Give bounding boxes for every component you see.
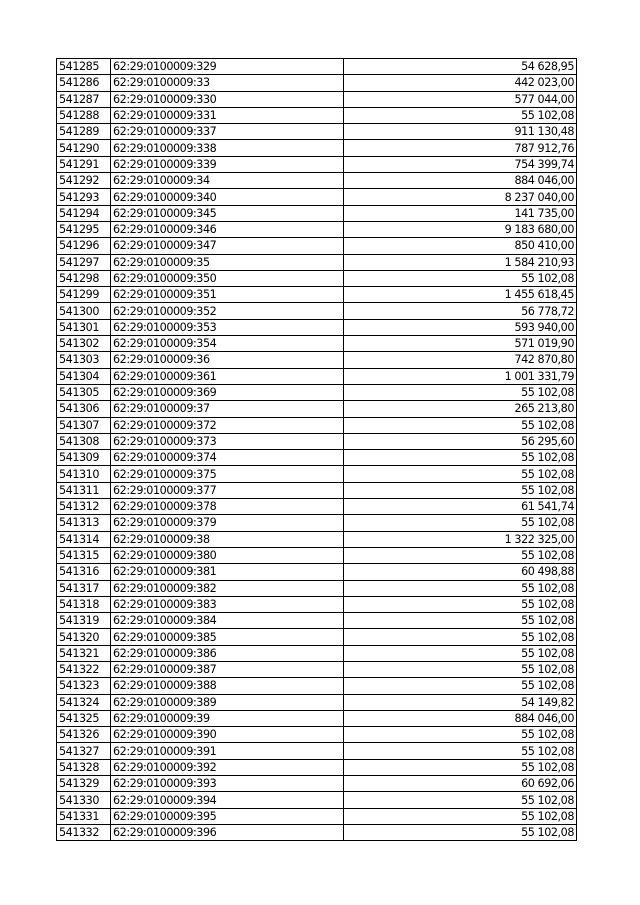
table-row bbox=[57, 156, 577, 172]
cadastral-value-cell: 55 102,08 bbox=[344, 466, 577, 482]
cadastral-number-cell: 62:29:0100009:347 bbox=[111, 238, 344, 254]
row-id-cell: 541290 bbox=[57, 140, 111, 156]
cadastral-number-cell: 62:29:0100009:377 bbox=[111, 482, 344, 498]
table-row bbox=[57, 727, 577, 743]
cadastral-value-cell: 55 102,08 bbox=[344, 661, 577, 677]
table-row bbox=[57, 319, 577, 335]
cadastral-number-cell: 62:29:0100009:390 bbox=[111, 727, 344, 743]
cadastral-value-cell: 571 019,90 bbox=[344, 336, 577, 352]
cadastral-number-cell: 62:29:0100009:338 bbox=[111, 140, 344, 156]
row-id-cell: 541299 bbox=[57, 287, 111, 303]
cadastral-number-cell: 62:29:0100009:337 bbox=[111, 124, 344, 140]
row-id-cell: 541328 bbox=[57, 759, 111, 775]
cadastral-value-cell: 55 102,08 bbox=[344, 645, 577, 661]
cadastral-value-cell: 61 541,74 bbox=[344, 499, 577, 515]
row-id-cell: 541320 bbox=[57, 629, 111, 645]
cadastral-number-cell: 62:29:0100009:388 bbox=[111, 678, 344, 694]
cadastral-number-cell: 62:29:0100009:361 bbox=[111, 368, 344, 384]
cadastral-value-cell: 55 102,08 bbox=[344, 792, 577, 808]
cadastral-number-cell: 62:29:0100009:346 bbox=[111, 221, 344, 237]
cadastral-number-cell: 62:29:0100009:33 bbox=[111, 75, 344, 91]
row-id-cell: 541315 bbox=[57, 547, 111, 563]
row-id-cell: 541325 bbox=[57, 710, 111, 726]
cadastral-number-cell: 62:29:0100009:34 bbox=[111, 173, 344, 189]
cadastral-number-cell: 62:29:0100009:36 bbox=[111, 352, 344, 368]
table-row bbox=[57, 124, 577, 140]
table-row bbox=[57, 596, 577, 612]
cadastral-value-cell: 850 410,00 bbox=[344, 238, 577, 254]
cadastral-number-cell: 62:29:0100009:380 bbox=[111, 547, 344, 563]
row-id-cell: 541326 bbox=[57, 727, 111, 743]
cadastral-value-cell: 8 237 040,00 bbox=[344, 189, 577, 205]
table-row bbox=[57, 59, 577, 75]
cadastral-value-cell: 577 044,00 bbox=[344, 91, 577, 107]
cadastral-value-cell: 754 399,74 bbox=[344, 156, 577, 172]
table-row bbox=[57, 499, 577, 515]
cadastral-value-cell: 884 046,00 bbox=[344, 173, 577, 189]
table-row bbox=[57, 661, 577, 677]
cadastral-value-cell: 56 295,60 bbox=[344, 433, 577, 449]
row-id-cell: 541295 bbox=[57, 221, 111, 237]
row-id-cell: 541300 bbox=[57, 303, 111, 319]
cadastral-value-cell: 1 322 325,00 bbox=[344, 531, 577, 547]
table-row bbox=[57, 547, 577, 563]
row-id-cell: 541319 bbox=[57, 613, 111, 629]
row-id-cell: 541321 bbox=[57, 645, 111, 661]
table-row bbox=[57, 629, 577, 645]
cadastral-value-cell: 1 584 210,93 bbox=[344, 254, 577, 270]
cadastral-value-cell: 55 102,08 bbox=[344, 824, 577, 840]
table-row bbox=[57, 433, 577, 449]
cadastral-value-cell: 141 735,00 bbox=[344, 205, 577, 221]
cadastral-value-cell: 55 102,08 bbox=[344, 515, 577, 531]
table-body bbox=[57, 59, 577, 841]
row-id-cell: 541307 bbox=[57, 417, 111, 433]
cadastral-value-cell: 265 213,80 bbox=[344, 401, 577, 417]
table-row bbox=[57, 564, 577, 580]
cadastral-number-cell: 62:29:0100009:391 bbox=[111, 743, 344, 759]
table-row bbox=[57, 694, 577, 710]
cadastral-value-cell: 55 102,08 bbox=[344, 613, 577, 629]
row-id-cell: 541327 bbox=[57, 743, 111, 759]
cadastral-value-cell: 55 102,08 bbox=[344, 727, 577, 743]
table-row bbox=[57, 205, 577, 221]
row-id-cell: 541306 bbox=[57, 401, 111, 417]
cadastral-number-cell: 62:29:0100009:330 bbox=[111, 91, 344, 107]
table-row bbox=[57, 287, 577, 303]
table-row bbox=[57, 808, 577, 824]
cadastral-number-cell: 62:29:0100009:329 bbox=[111, 59, 344, 75]
row-id-cell: 541314 bbox=[57, 531, 111, 547]
cadastral-value-cell: 55 102,08 bbox=[344, 678, 577, 694]
cadastral-number-cell: 62:29:0100009:351 bbox=[111, 287, 344, 303]
cadastral-number-cell: 62:29:0100009:382 bbox=[111, 580, 344, 596]
row-id-cell: 541293 bbox=[57, 189, 111, 205]
row-id-cell: 541298 bbox=[57, 270, 111, 286]
cadastral-value-cell: 55 102,08 bbox=[344, 107, 577, 123]
table-row bbox=[57, 482, 577, 498]
cadastral-value-cell: 1 001 331,79 bbox=[344, 368, 577, 384]
table-row bbox=[57, 303, 577, 319]
table-row bbox=[57, 450, 577, 466]
cadastral-value-cell: 593 940,00 bbox=[344, 319, 577, 335]
row-id-cell: 541296 bbox=[57, 238, 111, 254]
cadastral-number-cell: 62:29:0100009:352 bbox=[111, 303, 344, 319]
cadastral-number-cell: 62:29:0100009:379 bbox=[111, 515, 344, 531]
cadastral-value-cell: 55 102,08 bbox=[344, 547, 577, 563]
row-id-cell: 541294 bbox=[57, 205, 111, 221]
row-id-cell: 541332 bbox=[57, 824, 111, 840]
row-id-cell: 541289 bbox=[57, 124, 111, 140]
row-id-cell: 541312 bbox=[57, 499, 111, 515]
row-id-cell: 541297 bbox=[57, 254, 111, 270]
cadastral-value-cell: 442 023,00 bbox=[344, 75, 577, 91]
cadastral-value-cell: 911 130,48 bbox=[344, 124, 577, 140]
cadastral-number-cell: 62:29:0100009:35 bbox=[111, 254, 344, 270]
cadastral-number-cell: 62:29:0100009:386 bbox=[111, 645, 344, 661]
row-id-cell: 541286 bbox=[57, 75, 111, 91]
table-row bbox=[57, 776, 577, 792]
cadastral-number-cell: 62:29:0100009:393 bbox=[111, 776, 344, 792]
cadastral-value-cell: 884 046,00 bbox=[344, 710, 577, 726]
table-row bbox=[57, 792, 577, 808]
table-row bbox=[57, 743, 577, 759]
table-row bbox=[57, 140, 577, 156]
table-row bbox=[57, 254, 577, 270]
row-id-cell: 541318 bbox=[57, 596, 111, 612]
cadastral-number-cell: 62:29:0100009:340 bbox=[111, 189, 344, 205]
row-id-cell: 541291 bbox=[57, 156, 111, 172]
cadastral-value-cell: 55 102,08 bbox=[344, 482, 577, 498]
cadastral-value-cell: 55 102,08 bbox=[344, 580, 577, 596]
cadastral-number-cell: 62:29:0100009:39 bbox=[111, 710, 344, 726]
cadastral-number-cell: 62:29:0100009:389 bbox=[111, 694, 344, 710]
table-row bbox=[57, 824, 577, 840]
cadastral-number-cell: 62:29:0100009:396 bbox=[111, 824, 344, 840]
table-row bbox=[57, 75, 577, 91]
row-id-cell: 541316 bbox=[57, 564, 111, 580]
row-id-cell: 541311 bbox=[57, 482, 111, 498]
row-id-cell: 541308 bbox=[57, 433, 111, 449]
table-row bbox=[57, 678, 577, 694]
row-id-cell: 541288 bbox=[57, 107, 111, 123]
cadastral-number-cell: 62:29:0100009:375 bbox=[111, 466, 344, 482]
table-row bbox=[57, 645, 577, 661]
table-row bbox=[57, 580, 577, 596]
table-row bbox=[57, 107, 577, 123]
cadastral-value-cell: 1 455 618,45 bbox=[344, 287, 577, 303]
cadastral-number-cell: 62:29:0100009:37 bbox=[111, 401, 344, 417]
cadastral-value-cell: 9 183 680,00 bbox=[344, 221, 577, 237]
table-row bbox=[57, 531, 577, 547]
table-row bbox=[57, 401, 577, 417]
table-row bbox=[57, 384, 577, 400]
table-row bbox=[57, 368, 577, 384]
cadastral-value-cell: 55 102,08 bbox=[344, 270, 577, 286]
cadastral-number-cell: 62:29:0100009:354 bbox=[111, 336, 344, 352]
table-row bbox=[57, 336, 577, 352]
cadastral-value-table bbox=[56, 58, 577, 841]
table-row bbox=[57, 173, 577, 189]
table-row bbox=[57, 352, 577, 368]
cadastral-value-cell: 55 102,08 bbox=[344, 384, 577, 400]
row-id-cell: 541323 bbox=[57, 678, 111, 694]
table-row bbox=[57, 710, 577, 726]
table-row bbox=[57, 221, 577, 237]
row-id-cell: 541330 bbox=[57, 792, 111, 808]
row-id-cell: 541285 bbox=[57, 59, 111, 75]
cadastral-number-cell: 62:29:0100009:372 bbox=[111, 417, 344, 433]
cadastral-value-cell: 55 102,08 bbox=[344, 629, 577, 645]
table-row bbox=[57, 466, 577, 482]
table-row bbox=[57, 270, 577, 286]
table-row bbox=[57, 759, 577, 775]
cadastral-number-cell: 62:29:0100009:381 bbox=[111, 564, 344, 580]
cadastral-value-cell: 60 692,06 bbox=[344, 776, 577, 792]
row-id-cell: 541287 bbox=[57, 91, 111, 107]
cadastral-value-cell: 55 102,08 bbox=[344, 743, 577, 759]
row-id-cell: 541324 bbox=[57, 694, 111, 710]
row-id-cell: 541305 bbox=[57, 384, 111, 400]
cadastral-value-cell: 787 912,76 bbox=[344, 140, 577, 156]
cadastral-number-cell: 62:29:0100009:378 bbox=[111, 499, 344, 515]
cadastral-value-cell: 55 102,08 bbox=[344, 808, 577, 824]
cadastral-number-cell: 62:29:0100009:385 bbox=[111, 629, 344, 645]
table-row bbox=[57, 515, 577, 531]
cadastral-value-cell: 56 778,72 bbox=[344, 303, 577, 319]
table-row bbox=[57, 613, 577, 629]
table-row bbox=[57, 417, 577, 433]
cadastral-number-cell: 62:29:0100009:394 bbox=[111, 792, 344, 808]
cadastral-number-cell: 62:29:0100009:339 bbox=[111, 156, 344, 172]
cadastral-value-cell: 742 870,80 bbox=[344, 352, 577, 368]
cadastral-number-cell: 62:29:0100009:345 bbox=[111, 205, 344, 221]
row-id-cell: 541322 bbox=[57, 661, 111, 677]
cadastral-number-cell: 62:29:0100009:373 bbox=[111, 433, 344, 449]
cadastral-number-cell: 62:29:0100009:331 bbox=[111, 107, 344, 123]
cadastral-value-cell: 54 149,82 bbox=[344, 694, 577, 710]
cadastral-value-cell: 55 102,08 bbox=[344, 759, 577, 775]
cadastral-value-cell: 54 628,95 bbox=[344, 59, 577, 75]
table-row bbox=[57, 189, 577, 205]
cadastral-number-cell: 62:29:0100009:369 bbox=[111, 384, 344, 400]
row-id-cell: 541313 bbox=[57, 515, 111, 531]
cadastral-value-cell: 55 102,08 bbox=[344, 450, 577, 466]
cadastral-number-cell: 62:29:0100009:353 bbox=[111, 319, 344, 335]
row-id-cell: 541317 bbox=[57, 580, 111, 596]
table-row bbox=[57, 238, 577, 254]
cadastral-number-cell: 62:29:0100009:383 bbox=[111, 596, 344, 612]
row-id-cell: 541309 bbox=[57, 450, 111, 466]
cadastral-number-cell: 62:29:0100009:387 bbox=[111, 661, 344, 677]
cadastral-value-cell: 55 102,08 bbox=[344, 417, 577, 433]
row-id-cell: 541301 bbox=[57, 319, 111, 335]
cadastral-value-cell: 60 498,88 bbox=[344, 564, 577, 580]
cadastral-number-cell: 62:29:0100009:374 bbox=[111, 450, 344, 466]
cadastral-number-cell: 62:29:0100009:392 bbox=[111, 759, 344, 775]
cadastral-value-cell: 55 102,08 bbox=[344, 596, 577, 612]
row-id-cell: 541329 bbox=[57, 776, 111, 792]
row-id-cell: 541331 bbox=[57, 808, 111, 824]
cadastral-number-cell: 62:29:0100009:384 bbox=[111, 613, 344, 629]
row-id-cell: 541302 bbox=[57, 336, 111, 352]
cadastral-number-cell: 62:29:0100009:38 bbox=[111, 531, 344, 547]
row-id-cell: 541310 bbox=[57, 466, 111, 482]
cadastral-number-cell: 62:29:0100009:350 bbox=[111, 270, 344, 286]
row-id-cell: 541303 bbox=[57, 352, 111, 368]
row-id-cell: 541292 bbox=[57, 173, 111, 189]
row-id-cell: 541304 bbox=[57, 368, 111, 384]
cadastral-number-cell: 62:29:0100009:395 bbox=[111, 808, 344, 824]
table-row bbox=[57, 91, 577, 107]
